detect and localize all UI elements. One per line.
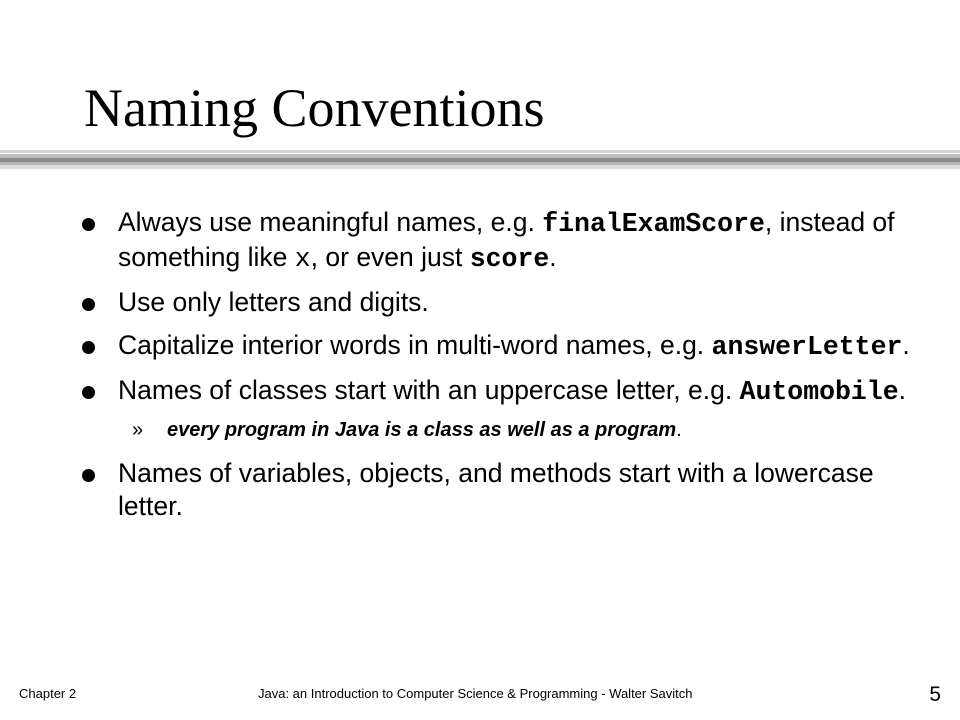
bullet-dot-icon (82, 218, 95, 231)
bullet-list (80, 206, 920, 533)
bullet-dot-icon (82, 341, 95, 354)
bullet-dot-icon (82, 298, 95, 311)
bullet-item: Capitalize interior words in multi-word names, e.g. answerLetter. (80, 329, 920, 364)
footer-course: Java: an Introduction to Computer Science & Programming - Walter Savitch (258, 686, 693, 701)
slide-title: Naming Conventions (84, 78, 545, 138)
bullet-dot-icon (82, 386, 95, 399)
footer-chapter: Chapter 2 (19, 686, 77, 701)
title-rule (0, 146, 960, 174)
bullet-item: Names of variables, objects, and methods start with a lowercase letter. (80, 457, 920, 523)
page-number: 5 (929, 683, 941, 706)
sub-bullet-item: » every program in Java is a class as well as a program. (132, 419, 682, 441)
bullet-item: Always use meaningful names, e.g. finalExamScore, instead of something like x, or even just score. (80, 206, 920, 276)
bullet-item: Use only letters and digits. (80, 286, 920, 319)
sub-bullet-marker: » (132, 419, 144, 441)
bullet-item: Names of classes start with an uppercase letter, e.g. Automobile. (80, 374, 920, 409)
bullet-dot-icon (82, 469, 95, 482)
